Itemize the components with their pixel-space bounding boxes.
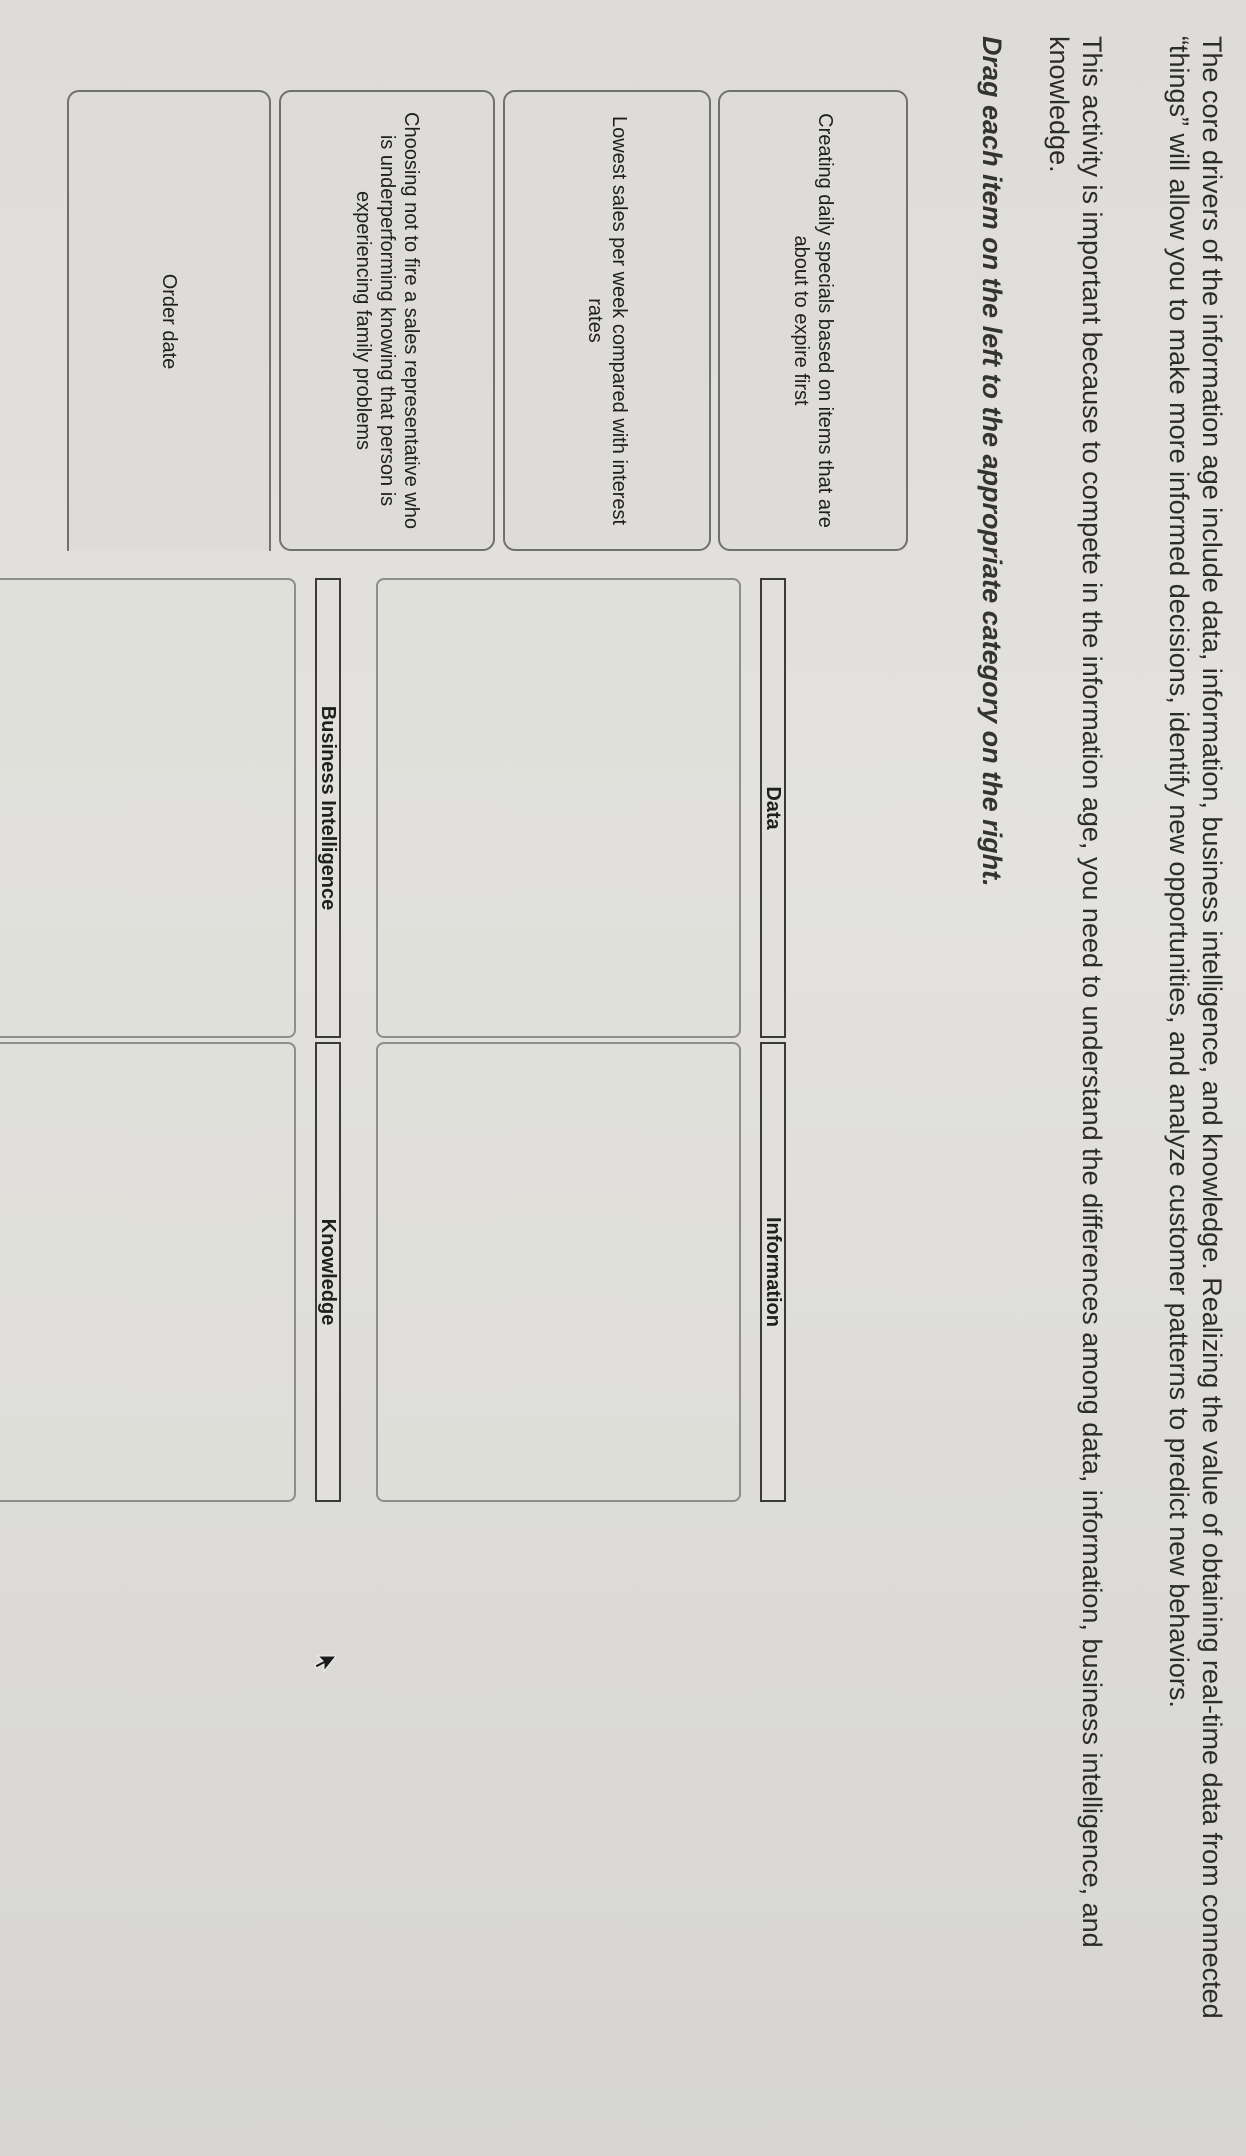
dropzone-data[interactable] bbox=[376, 578, 741, 1038]
drag-item-label: Order date bbox=[158, 273, 180, 370]
drag-item-label: Choosing not to fire a sales representative who is underperforming knowing that person is experiencing family problems bbox=[352, 112, 422, 529]
category-header-data: Data bbox=[760, 578, 786, 1038]
dropzone-information[interactable] bbox=[376, 1042, 741, 1502]
drag-item-label: Lowest sales per week compared with interest rates bbox=[584, 115, 630, 526]
intro-paragraph-1: The core drivers of the information age include data, information, business intelligence, and knowledge. Realizing the value of obtaining real-time data from connected “things” will allow you to make more informed decisions, identify new opportunities, and analyze customer patterns to predict new behaviors. bbox=[1164, 36, 1227, 2019]
drag-item-order-date[interactable] bbox=[67, 90, 271, 551]
category-header-business-intelligence: Business Intelligence bbox=[315, 578, 341, 1038]
drag-item-daily-specials[interactable] bbox=[718, 90, 908, 551]
mouse-pointer-icon bbox=[312, 1652, 340, 1680]
drag-item-sales-representative[interactable] bbox=[279, 90, 495, 551]
category-header-knowledge: Knowledge bbox=[315, 1042, 341, 1502]
category-header-information: Information bbox=[760, 1042, 786, 1502]
instruction-text: Drag each item on the left to the appropriate category on the right. bbox=[977, 36, 1007, 887]
drag-item-label: Creating daily specials based on items that are about to expire first bbox=[790, 113, 836, 528]
intro-paragraph-2: This activity is important because to compete in the information age, you need to understand the differences among data, information, business intelligence, and knowledge. bbox=[1044, 36, 1107, 1948]
dropzone-knowledge[interactable] bbox=[0, 1042, 296, 1502]
dropzone-business-intelligence[interactable] bbox=[0, 578, 296, 1038]
drag-item-lowest-sales[interactable] bbox=[503, 90, 711, 551]
